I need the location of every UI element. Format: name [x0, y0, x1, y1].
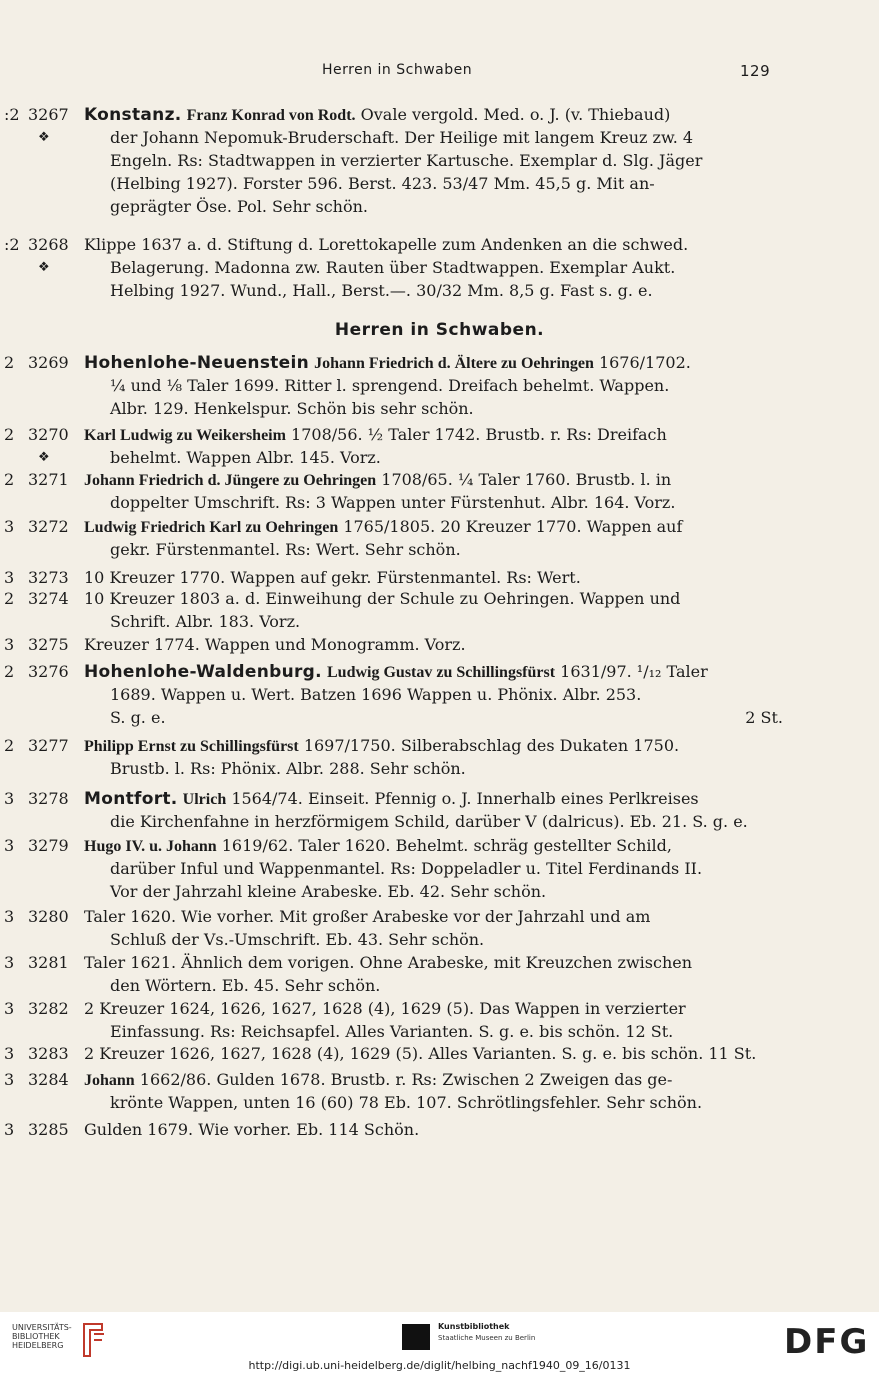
entry-description: 1708/56. ½ Taler 1742. Brustb. r. Rs: Dreifach: [291, 425, 667, 444]
entry-first-line: [84, 1044, 756, 1063]
lot-number: 3279: [28, 836, 69, 855]
entry-continuation: die Kirchenfahne in herzförmigem Schild, darüber V (dalricus). Eb. 21. S. g. e.: [110, 812, 748, 831]
entry-first-line: [84, 105, 670, 125]
diamond-star-icon: ❖: [38, 130, 50, 145]
price-mark: 3: [4, 1044, 15, 1063]
entry-first-line: [84, 789, 699, 809]
entry-continuation: der Johann Nepomuk-Bruderschaft. Der Heilige mit langem Kreuz zw. 4: [110, 128, 694, 147]
entry-continuation: den Wörtern. Eb. 45. Sehr schön.: [110, 976, 381, 995]
page-number: 129: [740, 62, 771, 80]
lot-number: 3270: [28, 425, 69, 444]
entry-subheading: Ludwig Gustav zu Schillingsfürst: [327, 664, 556, 681]
entry-subheading: Ulrich: [182, 791, 227, 808]
price-mark: :2: [4, 235, 20, 254]
entry-heading: Montfort.: [84, 789, 178, 809]
price-mark: 2: [4, 589, 15, 608]
lot-number: 3275: [28, 635, 69, 654]
price-mark: 3: [4, 953, 15, 972]
entry-first-line: [84, 517, 682, 537]
kunstbibliothek-logo-icon: [402, 1324, 430, 1350]
lot-number: 3285: [28, 1120, 69, 1139]
kunstbibliothek-title: Kunstbibliothek: [438, 1322, 510, 1331]
lot-number: 3274: [28, 589, 69, 608]
entry-continuation: Einfassung. Rs: Reichsapfel. Alles Varianten. S. g. e. bis schön. 12 St.: [110, 1022, 674, 1041]
running-title: Herren in Schwaben: [322, 62, 473, 78]
entry-subheading: Ludwig Friedrich Karl zu Oehringen: [84, 519, 339, 536]
entry-first-line: [84, 662, 708, 682]
source-url[interactable]: http://digi.ub.uni-heidelberg.de/diglit/helbing_nachf1940_09_16/0131: [248, 1359, 631, 1372]
price-mark: :2: [4, 105, 20, 124]
entry-continuation: darüber Inful und Wappenmantel. Rs: Doppeladler u. Titel Ferdinands II.: [110, 859, 703, 878]
entry-continuation: geprägter Öse. Pol. Sehr schön.: [110, 197, 368, 216]
entry-description: 1676/1702.: [598, 353, 691, 372]
entry-description: 2 Kreuzer 1626, 1627, 1628 (4), 1629 (5). Alles Varianten. S. g. e. bis schön. 11 St.: [84, 1044, 757, 1063]
entry-first-line: [84, 353, 691, 373]
lot-number: 3273: [28, 568, 69, 587]
entry-description: 1662/86. Gulden 1678. Brustb. r. Rs: Zwischen 2 Zweigen das ge-: [139, 1070, 673, 1089]
lot-number: 3281: [28, 953, 69, 972]
entry-first-line: [84, 736, 679, 756]
lot-number: 3283: [28, 1044, 69, 1063]
price-mark: 2: [4, 353, 15, 372]
entry-description: 10 Kreuzer 1770. Wappen auf gekr. Fürstenmantel. Rs: Wert.: [84, 568, 581, 587]
lot-number: 3277: [28, 736, 69, 755]
price-mark: 3: [4, 517, 15, 536]
entry-heading: Hohenlohe-Waldenburg.: [84, 662, 322, 682]
entry-subheading: Johann Friedrich d. Ältere zu Oehringen: [314, 355, 594, 372]
entry-continuation: krönte Wappen, unten 16 (60) 78 Eb. 107. Schrötlingsfehler. Sehr schön.: [110, 1093, 703, 1112]
lot-number: 3272: [28, 517, 69, 536]
entry-first-line: [84, 568, 581, 587]
lot-number: 3269: [28, 353, 69, 372]
diamond-star-icon: ❖: [38, 450, 50, 465]
entry-description: 1708/65. ¼ Taler 1760. Brustb. l. in: [381, 470, 672, 489]
entry-first-line: [84, 1070, 672, 1090]
entry-continuation: 1689. Wappen u. Wert. Batzen 1696 Wappen u. Phönix. Albr. 253.: [110, 685, 642, 704]
entry-subheading: Johann: [84, 1072, 135, 1089]
entry-subheading: Hugo IV. u. Johann: [84, 838, 217, 855]
price-mark: 3: [4, 999, 15, 1018]
entry-description: 1631/97. ¹/₁₂ Taler: [560, 662, 708, 681]
entry-continuation: (Helbing 1927). Forster 596. Berst. 423. 53/47 Mm. 45,5 g. Mit an-: [110, 174, 655, 193]
university-line: UNIVERSITÄTS-: [12, 1323, 72, 1332]
diamond-star-icon: ❖: [38, 260, 50, 275]
entry-subheading: Karl Ludwig zu Weikersheim: [84, 427, 286, 444]
lot-number: 3282: [28, 999, 69, 1018]
entry-subheading: Franz Konrad von Rodt.: [186, 107, 356, 124]
entry-continuation: Helbing 1927. Wund., Hall., Berst.—. 30/32 Mm. 8,5 g. Fast s. g. e.: [110, 281, 653, 300]
university-library-label: [12, 1323, 72, 1350]
entry-description: Gulden 1679. Wie vorher. Eb. 114 Schön.: [84, 1120, 420, 1139]
entry-continuation: behelmt. Wappen Albr. 145. Vorz.: [110, 448, 381, 467]
entry-description: Ovale vergold. Med. o. J. (v. Thiebaud): [360, 105, 671, 124]
entry-continuation: doppelter Umschrift. Rs: 3 Wappen unter Fürstenhut. Albr. 164. Vorz.: [110, 493, 676, 512]
entry-continuation: gekr. Fürstenmantel. Rs: Wert. Sehr schön.: [110, 540, 461, 559]
entry-description: 2 Kreuzer 1624, 1626, 1627, 1628 (4), 1629 (5). Das Wappen in verzierter: [84, 999, 686, 1018]
entry-heading: Hohenlohe-Neuenstein: [84, 353, 310, 373]
entry-description: 1697/1750. Silberabschlag des Dukaten 1750.: [303, 736, 680, 755]
lot-number: 3284: [28, 1070, 69, 1089]
entry-description: Taler 1621. Ähnlich dem vorigen. Ohne Arabeske, mit Kreuzchen zwischen: [84, 953, 693, 972]
entry-continuation: Schluß der Vs.-Umschrift. Eb. 43. Sehr schön.: [110, 930, 485, 949]
entry-heading: Konstanz.: [84, 105, 182, 125]
lot-number: 3267: [28, 105, 69, 124]
price-mark: 2: [4, 736, 15, 755]
lot-number: 3278: [28, 789, 69, 808]
price-mark: 2: [4, 662, 15, 681]
entry-continuation: Vor der Jahrzahl kleine Arabeske. Eb. 42. Sehr schön.: [110, 882, 547, 901]
university-line: HEIDELBERG: [12, 1341, 64, 1350]
entry-description: 1619/62. Taler 1620. Behelmt. schräg gestellter Schild,: [221, 836, 672, 855]
entry-first-line: [84, 635, 466, 654]
entry-continuation: Belagerung. Madonna zw. Rauten über Stadtwappen. Exemplar Aukt.: [110, 258, 676, 277]
price-mark: 3: [4, 836, 15, 855]
price-mark: 3: [4, 907, 15, 926]
kunstbibliothek-subtitle: Staatliche Museen zu Berlin: [438, 1334, 536, 1342]
entry-description: 1564/74. Einseit. Pfennig o. J. Innerhalb eines Perlkreises: [231, 789, 699, 808]
university-logo-icon: [80, 1322, 106, 1358]
entry-first-line: [84, 425, 667, 445]
entry-continuation: Schrift. Albr. 183. Vorz.: [110, 612, 301, 631]
entry-description: 10 Kreuzer 1803 a. d. Einweihung der Schule zu Oehringen. Wappen und: [84, 589, 681, 608]
price-mark: 3: [4, 635, 15, 654]
price-mark: 3: [4, 1070, 15, 1089]
section-title: Herren in Schwaben.: [334, 320, 545, 340]
entry-description: Klippe 1637 a. d. Stiftung d. Lorettokapelle zum Andenken an die schwed.: [84, 235, 689, 254]
entry-subheading: Philipp Ernst zu Schillingsfürst: [84, 738, 299, 755]
entry-description: Taler 1620. Wie vorher. Mit großer Arabeske vor der Jahrzahl und am: [84, 907, 651, 926]
lot-number: 3271: [28, 470, 69, 489]
entry-first-line: [84, 1120, 419, 1139]
entry-first-line: [84, 907, 650, 926]
entry-description: 1765/1805. 20 Kreuzer 1770. Wappen auf: [343, 517, 683, 536]
dfg-logo: DFG: [784, 1322, 870, 1362]
lot-number: 3268: [28, 235, 69, 254]
entry-continuation: Albr. 129. Henkelspur. Schön bis sehr schön.: [110, 399, 474, 418]
entry-first-line: [84, 235, 688, 254]
entry-continuation: Engeln. Rs: Stadtwappen in verzierter Kartusche. Exemplar d. Slg. Jäger: [110, 151, 703, 170]
entry-description: Kreuzer 1774. Wappen und Monogramm. Vorz.: [84, 635, 466, 654]
lot-number: 3276: [28, 662, 69, 681]
university-line: BIBLIOTHEK: [12, 1332, 60, 1341]
lot-number: 3280: [28, 907, 69, 926]
price-mark: 3: [4, 1120, 15, 1139]
entry-count: 2 St.: [745, 708, 783, 727]
entry-continuation: ¼ und ⅛ Taler 1699. Ritter l. sprengend. Dreifach behelmt. Wappen.: [110, 376, 670, 395]
entry-first-line: [84, 836, 672, 856]
entry-first-line: [84, 953, 692, 972]
price-mark: 3: [4, 789, 15, 808]
price-mark: 2: [4, 425, 15, 444]
entry-first-line: [84, 589, 680, 608]
entry-first-line: [84, 470, 671, 490]
price-mark: 2: [4, 470, 15, 489]
entry-continuation: Brustb. l. Rs: Phönix. Albr. 288. Sehr schön.: [110, 759, 466, 778]
price-mark: 3: [4, 568, 15, 587]
entry-first-line: [84, 999, 686, 1018]
entry-subheading: Johann Friedrich d. Jüngere zu Oehringen: [84, 472, 377, 489]
entry-continuation: S. g. e.: [110, 708, 166, 727]
